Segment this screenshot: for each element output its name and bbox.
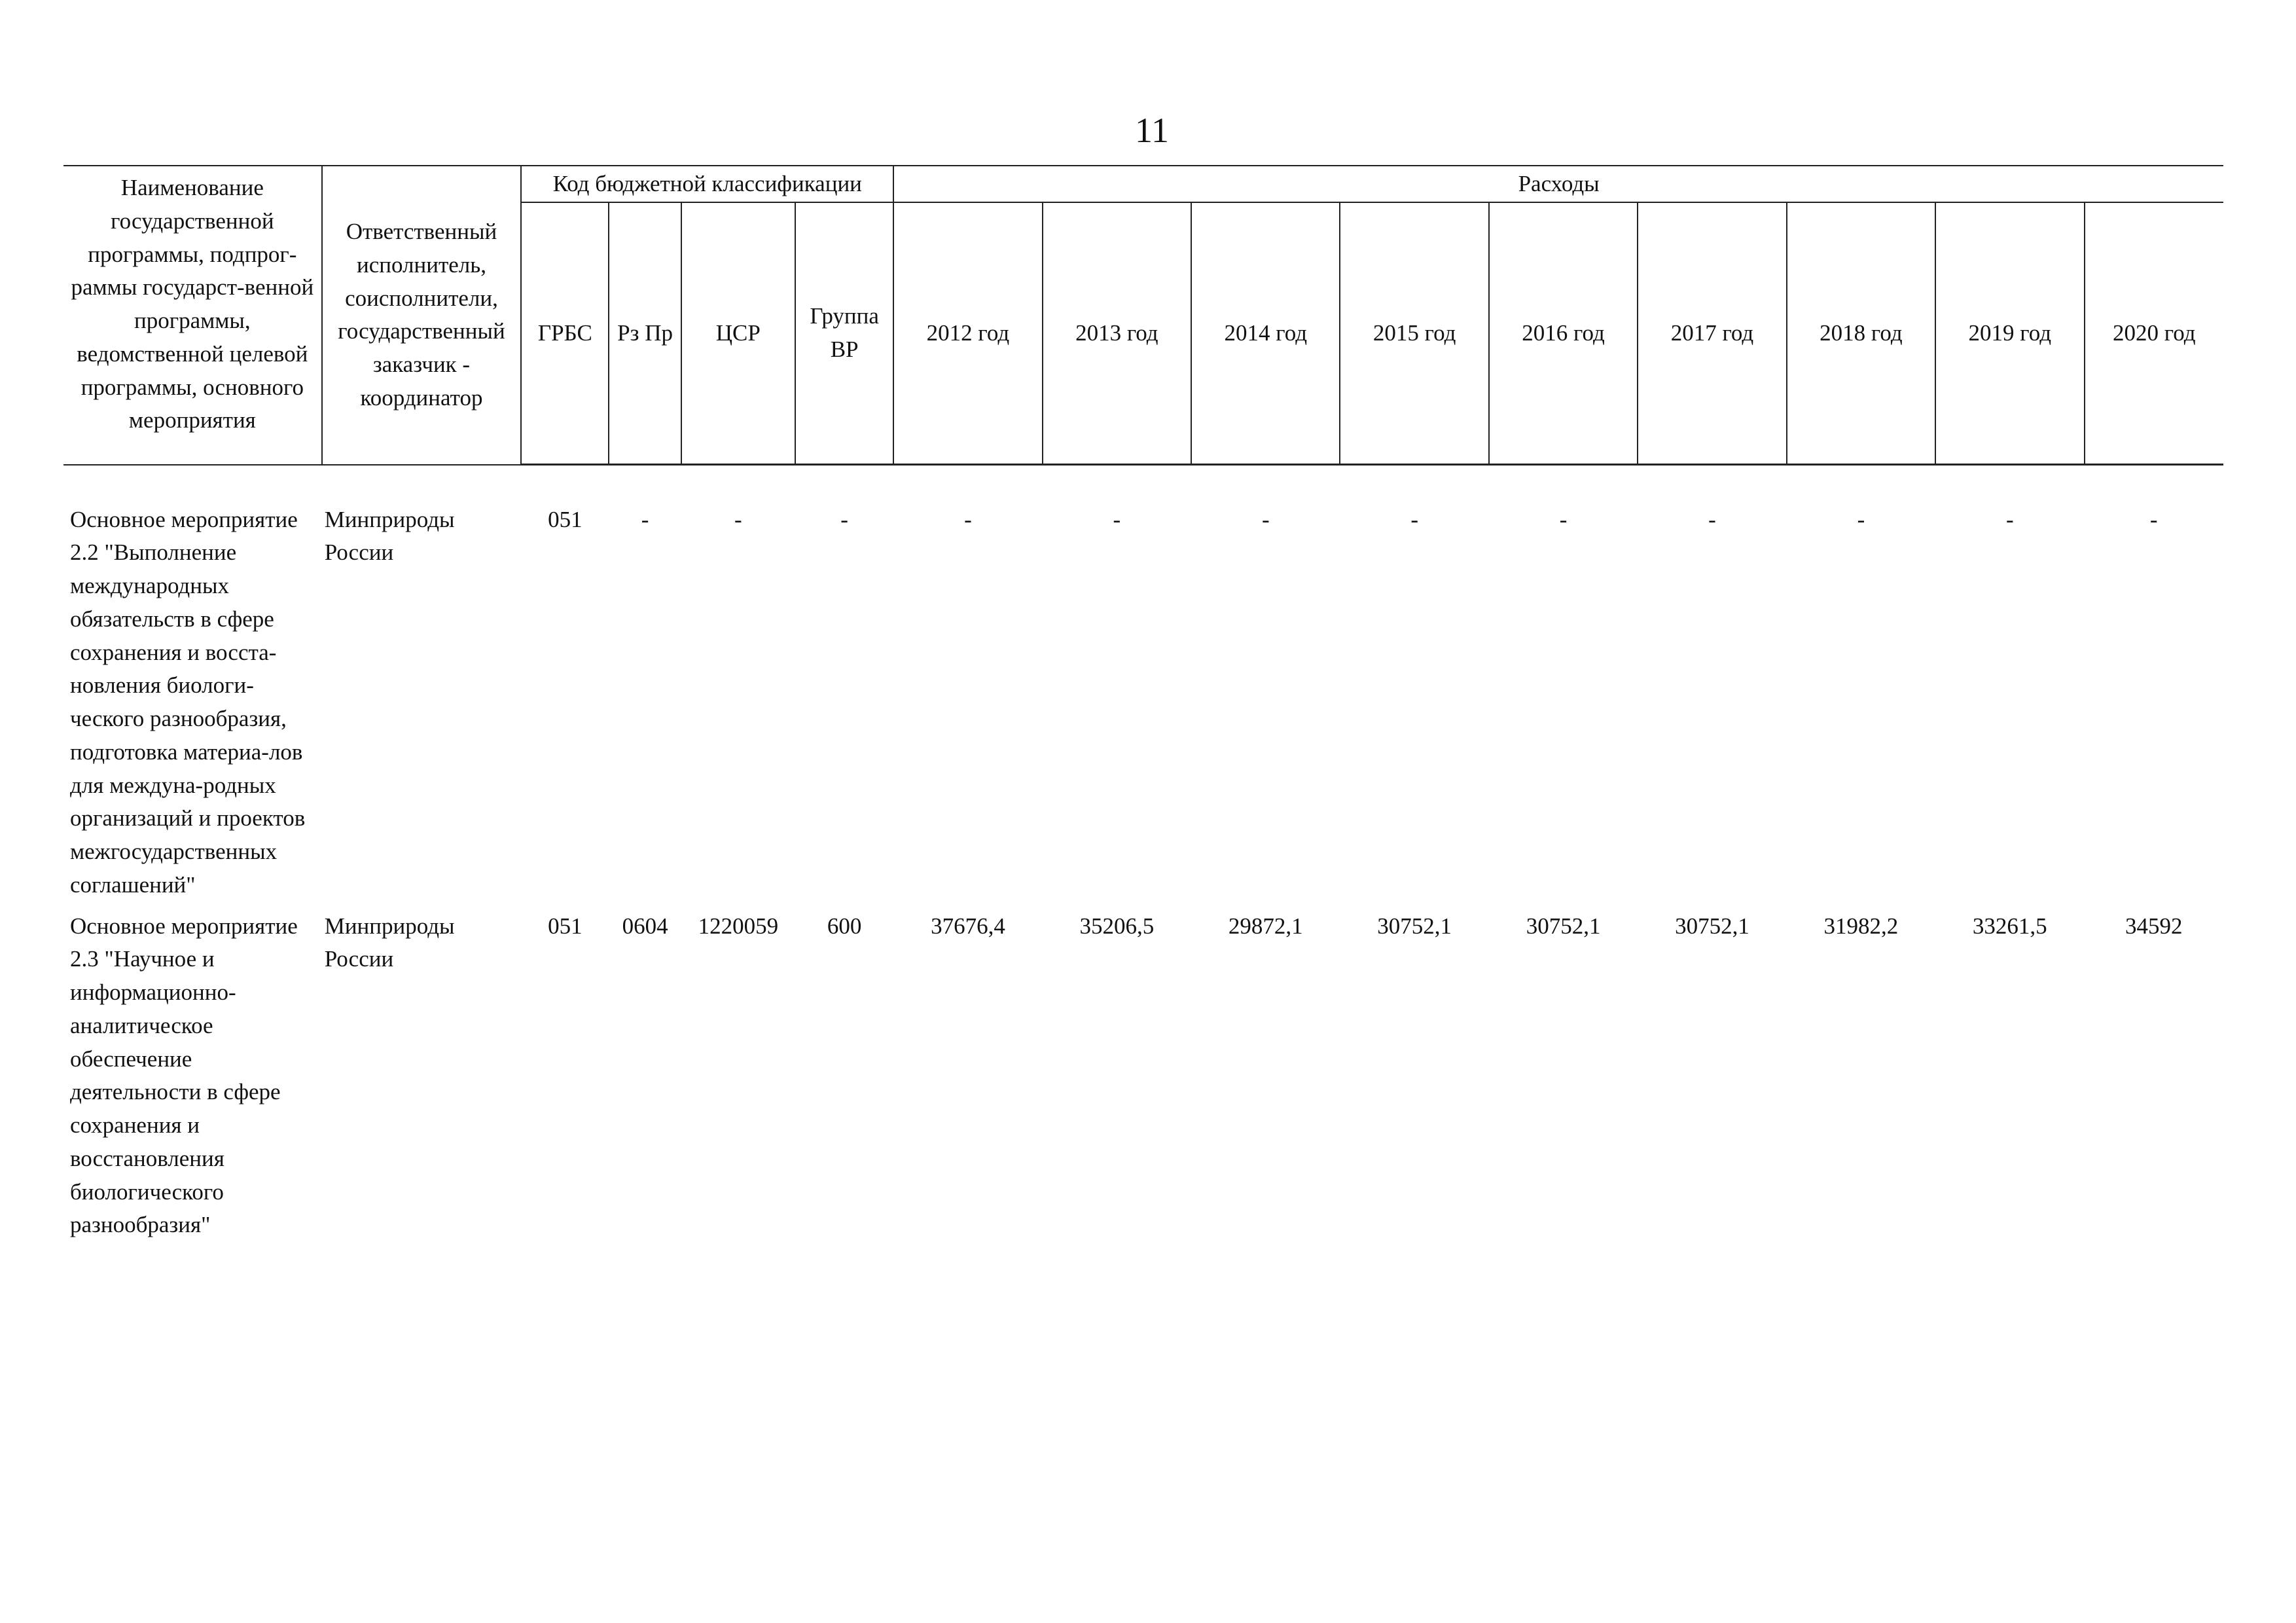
header-year-2017: 2017 год	[1638, 202, 1786, 465]
header-year-2019: 2019 год	[1935, 202, 2084, 465]
row-grbs: 051	[548, 507, 583, 532]
row-value-2017: -	[1708, 507, 1716, 532]
header-year-2018: 2018 год	[1787, 202, 1935, 465]
table-row	[63, 902, 2223, 1243]
row-name: Основное мероприятие 2.2 "Выполнение международных обязательств в сфере сохранения и восста-новления биологи-ческого разнообразия, подготовка материа-лов для междуна-родных организаций и проектов межгосударственных соглашений"	[70, 506, 306, 898]
row-value-2019: -	[2005, 507, 2014, 532]
row-rzpr: 0604	[622, 913, 668, 939]
row-rzpr: -	[641, 507, 649, 532]
row-vr: 600	[827, 913, 862, 939]
row-csr: 1220059	[698, 913, 779, 939]
row-value-2013: 35206,5	[1079, 913, 1155, 939]
header-year-2013: 2013 год	[1043, 202, 1191, 465]
row-value-2013: -	[1113, 507, 1121, 532]
header-executor: Ответственный исполнитель, соисполнители, государственный заказчик - координатор	[322, 166, 522, 465]
row-vr: -	[840, 507, 848, 532]
row-value-2020: 34592	[2125, 913, 2183, 939]
row-value-2014: 29872,1	[1228, 913, 1303, 939]
row-name: Основное мероприятие 2.3 "Научное и информационно-аналитическое обеспечение деятельности в сфере сохранения и восстановления биологического разнообразия"	[70, 913, 298, 1238]
header-csr: ЦСР	[681, 202, 795, 465]
row-value-2012: -	[964, 507, 972, 532]
row-executor: Минприроды России	[324, 506, 455, 566]
row-executor: Минприроды России	[324, 913, 455, 972]
table-header	[63, 166, 2223, 465]
row-value-2020: -	[2149, 507, 2158, 532]
header-year-2020: 2020 год	[2085, 202, 2224, 465]
header-rzpr: Рз Пр	[609, 202, 681, 465]
header-budget-code: Код бюджетной классификации	[521, 166, 893, 202]
header-year-2016: 2016 год	[1489, 202, 1638, 465]
row-value-2016: 30752,1	[1526, 913, 1601, 939]
row-csr: -	[734, 507, 742, 532]
row-grbs: 051	[548, 913, 583, 939]
row-value-2018: -	[1857, 507, 1865, 532]
header-grbs: ГРБС	[521, 202, 609, 465]
row-value-2017: 30752,1	[1675, 913, 1749, 939]
header-year-2014: 2014 год	[1191, 202, 1340, 465]
header-name: Наименование государственной программы, подпрог-раммы государст-венной программы, ведомственной целевой программы, основного мероприятия	[63, 166, 322, 465]
row-value-2015: -	[1410, 507, 1418, 532]
header-year-2012: 2012 год	[893, 202, 1042, 465]
row-value-2012: 37676,4	[931, 913, 1005, 939]
budget-table	[63, 165, 2223, 1242]
header-vr-group: Группа ВР	[795, 202, 893, 465]
header-expenses: Расходы	[893, 166, 2223, 202]
row-value-2015: 30752,1	[1377, 913, 1452, 939]
row-value-2019: 33261,5	[1972, 913, 2047, 939]
header-year-2015: 2015 год	[1340, 202, 1488, 465]
row-value-2014: -	[1261, 507, 1270, 532]
table-row	[63, 465, 2223, 902]
page-number: 11	[1135, 111, 1169, 150]
row-value-2018: 31982,2	[1823, 913, 1899, 939]
row-value-2016: -	[1559, 507, 1568, 532]
